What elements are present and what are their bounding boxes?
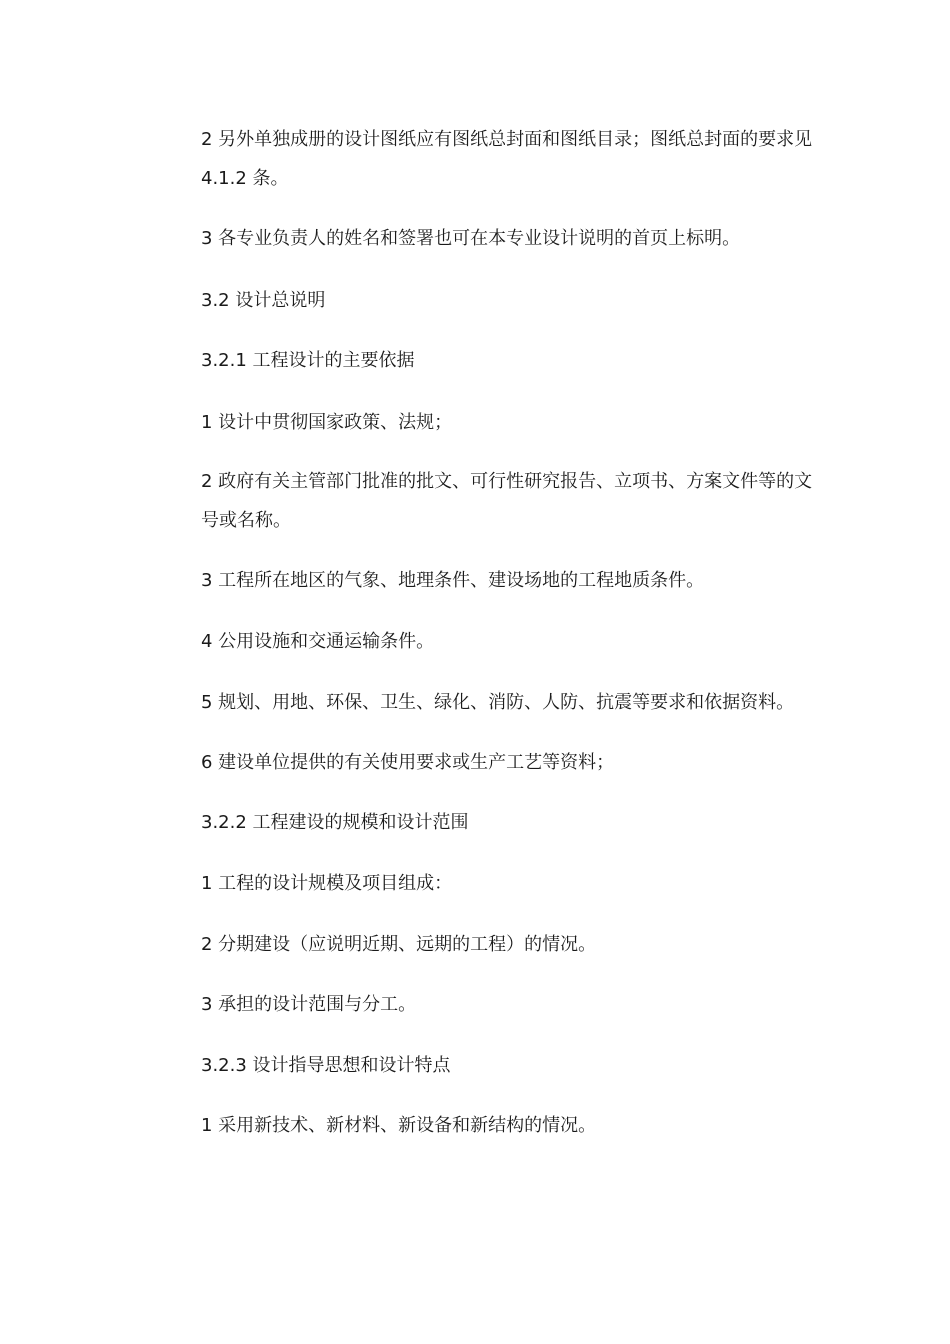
section-heading-3-2: 3.2 设计总说明 <box>201 290 326 311</box>
list-item-scope: 3 承担的设计范围与分工。 <box>201 994 417 1015</box>
list-item-climate: 3 工程所在地区的气象、地理条件、建设场地的工程地质条件。 <box>201 570 705 591</box>
paragraph-drawing-cover: 2 另外单独成册的设计图纸应有图纸总封面和图纸目录；图纸总封面的要求见 4.1.2 条。 <box>201 129 813 189</box>
section-heading-3-2-1: 3.2.1 工程设计的主要依据 <box>201 350 415 371</box>
section-heading-3-2-3: 3.2.3 设计指导思想和设计特点 <box>201 1055 451 1076</box>
list-item-approval: 2 政府有关主管部门批准的批文、可行性研究报告、立项书、方案文件等的文号或名称。 <box>201 471 813 531</box>
list-item-phasing: 2 分期建设（应说明近期、远期的工程）的情况。 <box>201 934 597 955</box>
list-item-client-requirements: 6 建设单位提供的有关使用要求或生产工艺等资料； <box>201 752 615 773</box>
section-heading-3-2-2: 3.2.2 工程建设的规模和设计范围 <box>201 812 469 833</box>
paragraph-signature: 3 各专业负责人的姓名和签署也可在本专业设计说明的首页上标明。 <box>201 228 741 249</box>
list-item-utilities: 4 公用设施和交通运输条件。 <box>201 631 435 652</box>
list-item-policy: 1 设计中贯彻国家政策、法规； <box>201 412 453 433</box>
list-item-planning: 5 规划、用地、环保、卫生、绿化、消防、人防、抗震等要求和依据资料。 <box>201 692 795 713</box>
list-item-new-tech: 1 采用新技术、新材料、新设备和新结构的情况。 <box>201 1115 597 1136</box>
list-item-scale: 1 工程的设计规模及项目组成： <box>201 873 453 894</box>
